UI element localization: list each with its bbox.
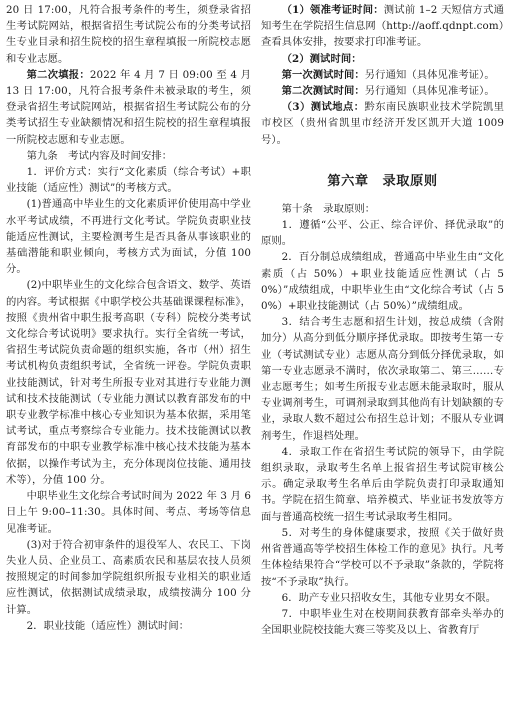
paragraph [261, 67, 504, 83]
paragraph-lead: 第二次测试时间： [281, 85, 365, 98]
paragraph-text: 7．中职毕业生对在校期间获教育部牵头举办的全国职业院校技能大赛三等奖及以上、省教育厅 [261, 607, 504, 637]
paragraph [6, 2, 251, 67]
paragraph [6, 148, 251, 164]
paragraph [261, 2, 504, 51]
paragraph-text: 20 日 17:00，凡符合报考条件的考生，须登录省招生考试院网站，根据省招生考试院公布的分类考试招生专业目录和招生院校的招生章程填报一所院校志愿和专业志愿。 [6, 4, 251, 65]
paragraph [261, 83, 504, 99]
paragraph-text: (1)普通高中毕业生的文化素质评价使用高中学业水平考试成绩，不再进行文化考试。学院负责职业技能适应性测试，主要检测考生是否具备从事该职业的基础潜能和职业倾向，考核方式为面试，分值 100 分。 [6, 198, 251, 276]
paragraph-lead: 第一次测试时间： [281, 68, 365, 81]
right-column-top [261, 2, 504, 148]
paragraph-text: 2022 年 4 月 7 日 09:00 至 4 月 13 日 17:00，凡符合报考条件未被录取的考生，须登录省招生考试院网站，根据省招生考试院公布的分类考试招生专业缺额情况和招生院校的招生章程填报一所院校志愿和专业志愿。 [6, 68, 251, 146]
paragraph-text: 4．录取工作在省招生考试院的领导下，由学院组织录取，录取考生名单上报省招生考试院审核公示。确定录取考生名单后由学院负责打印录取通知书。学院在招生简章、培养模式、毕业证书发放等方面与普通高校统一招生考试录取考生相同。 [261, 445, 504, 523]
paragraph-text: 黔东南民族职业技术学院凯里市校区（贵州省凯里市经济开发区凯开大道 1009 号）。 [261, 101, 504, 146]
paragraph [261, 606, 504, 638]
chapter-title: 第六章 录取原则 [327, 173, 438, 189]
paragraph-text: 6．助产专业只招收女生，其他专业男女不限。 [281, 591, 497, 604]
paragraph [261, 590, 504, 606]
paragraph-lead: （1）领准考证时间： [281, 4, 384, 16]
paragraph [261, 99, 504, 148]
left-column [6, 2, 251, 634]
paragraph-text: 第十条 录取原则： [281, 202, 376, 215]
paragraph-text: (3)对于符合初审条件的退役军人、农民工、下岗失业人员、企业员工、高素质农民和基层农技人员须按照规定的时间参加学院组织所报专业相关的职业适应性测试，依据测试成绩录取，成绩按满分 100 分计算。 [6, 538, 251, 616]
paragraph-text: 1．评价方式：实行“文化素质（综合考试）+职业技能（适应性）测试”的考核方式。 [6, 166, 251, 195]
paragraph-text: 另行通知（具体见准考证）。 [364, 68, 495, 81]
right-column [261, 2, 504, 638]
paragraph-text: 第九条 考试内容及时间安排： [26, 149, 173, 162]
paragraph-text: 3．结合考生志愿和招生计划，按总成绩（含附加分）从高分到低分顺序择优录取。即按考生第一专业（考试测试专业）志愿从高分到低分择优录取，如第一专业志愿录不满时，依次录取第二、第三……专业志愿考生；如考生所报专业志愿未能录取时，服从专业调剂考生，可调剂录取到其他尚有计划缺额的专业，录取人数不超过公布招生总计划；不服从专业调剂考生，作退档处理。 [261, 316, 504, 442]
paragraph [261, 249, 504, 314]
paragraph-text: 5．对考生的身体健康要求，按照《关于做好贵州省普通高等学校招生体检工作的意见》执行。凡考生体检结果符合“学校可以不予录取”条款的，学院将按“不予录取”执行。 [261, 526, 504, 588]
paragraph-lead: （3）测试地点： [281, 101, 365, 114]
paragraph [6, 196, 251, 277]
paragraph [261, 444, 504, 525]
paragraph [6, 537, 251, 618]
paragraph-text: (2)中职毕业生的文化综合包含语文、数学、英语的内容。考试根据《中职学校公共基础课课程标准》，按照《贵州省中职生报考高职（专科）院校分类考试文化综合考试说明》要求执行。实行全省统一考试，省招生考试院负责命题的组织实施，各市（州）招生考试机构负责组织考试，全省统一评卷。学院负责职业技能测试，针对考生所报专业对其进行专业能力测试和技术技能测试（专业能力测试以教育部发布的中职专业教学标准中核心专业知识为基本依据，采用笔试考试，重点考察综合专业能力。技术技能测试以教育部发布的中职专业教学标准中核心技术技能为基本依据，以操作考试为主，充分体现岗位技能、通用技术等），分值 100 分。 [6, 279, 251, 486]
paragraph-text: 测试前 1–2 天短信方式通知考生在学院招生信息网（http://aoff.qdnpt.com）查看具体安排，按要求打印准考证。 [261, 4, 504, 49]
paragraph [6, 164, 251, 196]
paragraph [6, 488, 251, 537]
paragraph-text: 2．百分制总成绩组成，普通高中毕业生由“文化素质（占 50%）+职业技能适应性测试（占 50%）”成绩组成，中职毕业生由“文化综合考试（占 50%）+职业技能测试（占 50%）”成绩组成。 [261, 251, 504, 313]
paragraph [6, 277, 251, 488]
paragraph-text: 另行通知（具体见准考证）。 [364, 85, 495, 98]
paragraph-text: 1．遵循“公平、公正、综合评价、择优录取”的原则。 [261, 219, 504, 248]
paragraph [261, 314, 504, 444]
paragraph-text: 2．职业技能（适应性）测试时间： [26, 619, 190, 632]
paragraph [6, 67, 251, 148]
paragraph-text: 中职毕业生文化综合考试时间为 2022 年 3 月 6 日上午 9:00–11:30。具体时间、考点、考场等信息见准考证。 [6, 490, 251, 535]
paragraph [261, 51, 504, 67]
paragraph [261, 201, 504, 217]
paragraph [6, 618, 251, 634]
paragraph [261, 525, 504, 590]
paragraph-lead: （2）测试时间： [281, 52, 362, 65]
paragraph-lead: 第二次填报： [26, 68, 90, 81]
paragraph [261, 217, 504, 249]
right-column-bottom [261, 201, 504, 638]
